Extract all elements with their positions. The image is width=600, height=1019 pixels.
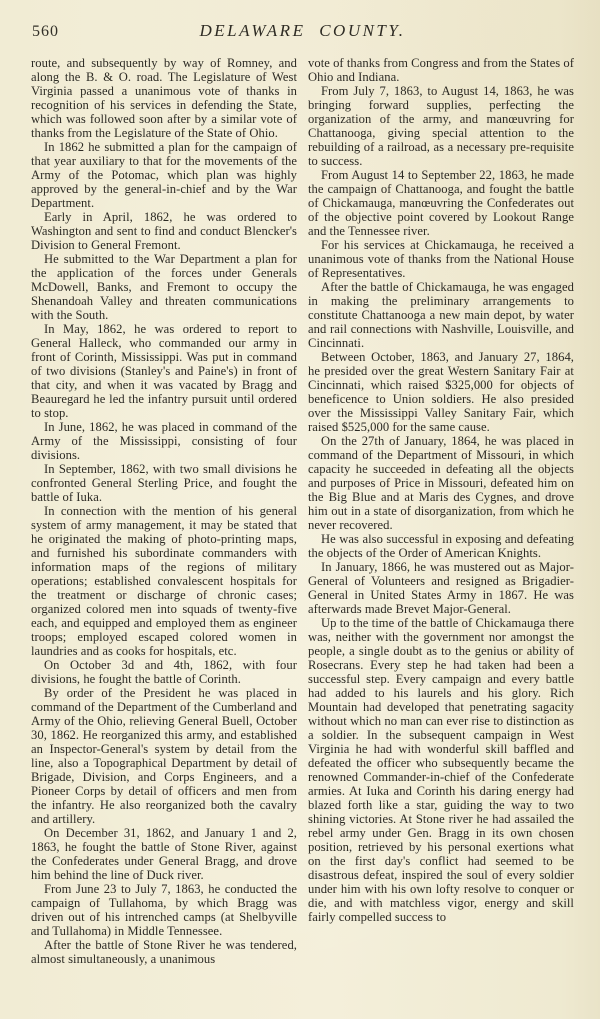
paragraph: After the battle of Stone River he was tendered, almost simultaneously, a unanimous (31, 938, 297, 966)
paragraph: He submitted to the War Department a plan for the application of the forces under Generals McDowell, Banks, and Fremont to occupy the Shenandoah Valley and threaten communications with the South. (31, 252, 297, 322)
paragraph: Between October, 1863, and January 27, 1864, he presided over the great Western Sanitary Fair at Cincinnati, which raised $325,000 for objects of beneficence to Union soldiers. He also presided over the Mississippi Valley Sanitary Fair, which raised $525,000 for the same cause. (308, 350, 574, 434)
paragraph: From July 7, 1863, to August 14, 1863, he was bringing forward supplies, perfecting the organization of the army, and manœuvring for Chattanooga, giving special attention to the rebuilding of a railroad, as a necessary pre-requisite to success. (308, 84, 574, 168)
text-columns (31, 56, 574, 966)
paragraph: He was also successful in exposing and defeating the objects of the Order of American Knights. (308, 532, 574, 560)
paragraph: route, and subsequently by way of Romney, and along the B. & O. road. The Legislature of West Virginia passed a unanimous vote of thanks in recognition of his services in defending the State, which was followed soon after by a similar vote of thanks from the Legislature of the State of Ohio. (31, 56, 297, 140)
paragraph: In connection with the mention of his general system of army management, it may be stated that he originated the making of photo-printing maps, and furnished his subordinate commanders with information maps of the regions of military operations; established convalescent hospitals for the treatment or discharge of chronic cases; organized colored men into squads of twenty-five each, and equipped and employed them as engineer troops; employed escaped colored women in laundries and as cooks for hospitals, etc. (31, 504, 297, 658)
paragraph: In September, 1862, with two small divisions he confronted General Sterling Price, and fought the battle of Iuka. (31, 462, 297, 504)
paragraph: In January, 1866, he was mustered out as Major-General of Volunteers and resigned as Brigadier-General in United States Army in 1867. He was afterwards made Brevet Major-General. (308, 560, 574, 616)
page-number: 560 (32, 23, 59, 40)
paragraph: In May, 1862, he was ordered to report to General Halleck, who commanded our army in front of Corinth, Mississippi. Was put in command of two divisions (Stanley's and Paine's) in front of that city, and when it was vacated by Bragg and Beauregard he led the infantry pursuit until ordered to stop. (31, 322, 297, 420)
paragraph: By order of the President he was placed in command of the Department of the Cumberland and Army of the Ohio, relieving General Buell, October 30, 1862. He reorganized this army, and established an Inspector-General's system by detail from the line, also a Topographical Department by detail of Brigade, Division, and Corps Engineers, and a Pioneer Corps by detail of officers and men from the infantry. He also reorganized both the cavalry and artillery. (31, 686, 297, 826)
paragraph: On the 27th of January, 1864, he was placed in command of the Department of Missouri, in which capacity he succeeded in defeating all the objects and purposes of Price in Missouri, defeated him on the Big Blue and at Maris des Cygnes, and drove him out in a state of disorganization, from which he never recovered. (308, 434, 574, 532)
paragraph: For his services at Chickamauga, he received a unanimous vote of thanks from the National House of Representatives. (308, 238, 574, 280)
paragraph: Up to the time of the battle of Chickamauga there was, neither with the government nor amongst the people, a single doubt as to the genius or ability of Rosecrans. Every step he had taken had been a successful step. Every campaign and every battle had added to his laurels and his glory. Rich Mountain had developed that penetrating sagacity without which no man can ever rise to distinction as a soldier. In the subsequent campaign in West Virginia he had with wonderful skill baffled and defeated the officer who subsequently became the renowned Commander-in-chief of the Confederate armies. At Iuka and Corinth his daring energy had blazed forth like a star, guiding the way to two shining victories. At Stone river he had assailed the rebel army under Gen. Bragg in its own chosen position, retrieved by his personal exertions what on the first day's conflict had seemed to be disastrous defeat, inspired the soul of every soldier under him with his own lofty resolve to conquer or die, and with matchless vigor, energy and skill fairly compelled success to (308, 616, 574, 924)
paragraph: In June, 1862, he was placed in command of the Army of the Mississippi, consisting of four divisions. (31, 420, 297, 462)
paragraph: After the battle of Chickamauga, he was engaged in making the preliminary arrangements to constitute Chattanooga a new main depot, by water and rail connections with Nashville, Louisville, and Cincinnati. (308, 280, 574, 350)
paragraph: On December 31, 1862, and January 1 and 2, 1863, he fought the battle of Stone River, against the Confederates under General Bragg, and drove him behind the line of Duck river. (31, 826, 297, 882)
text-column-left (31, 56, 297, 966)
page-header (31, 18, 574, 48)
text-column-right (308, 56, 574, 924)
paragraph: vote of thanks from Congress and from the States of Ohio and Indiana. (308, 56, 574, 84)
paragraph: On October 3d and 4th, 1862, with four divisions, he fought the battle of Corinth. (31, 658, 297, 686)
running-title: DELAWARE COUNTY. (199, 21, 406, 40)
paragraph: Early in April, 1862, he was ordered to Washington and sent to find and conduct Blencker's Division to General Fremont. (31, 210, 297, 252)
paragraph: In 1862 he submitted a plan for the campaign of that year auxiliary to that for the movements of the Army of the Potomac, which plan was highly approved by the general-in-chief and by the War Department. (31, 140, 297, 210)
paragraph: From August 14 to September 22, 1863, he made the campaign of Chattanooga, and fought the battle of Chickamauga, manœuvring the Confederates out of the objective point covered by Lookout Range and the Tennessee river. (308, 168, 574, 238)
paragraph: From June 23 to July 7, 1863, he conducted the campaign of Tullahoma, by which Bragg was driven out of his intrenched camps (at Shelbyville and Tullahoma) in Middle Tennessee. (31, 882, 297, 938)
